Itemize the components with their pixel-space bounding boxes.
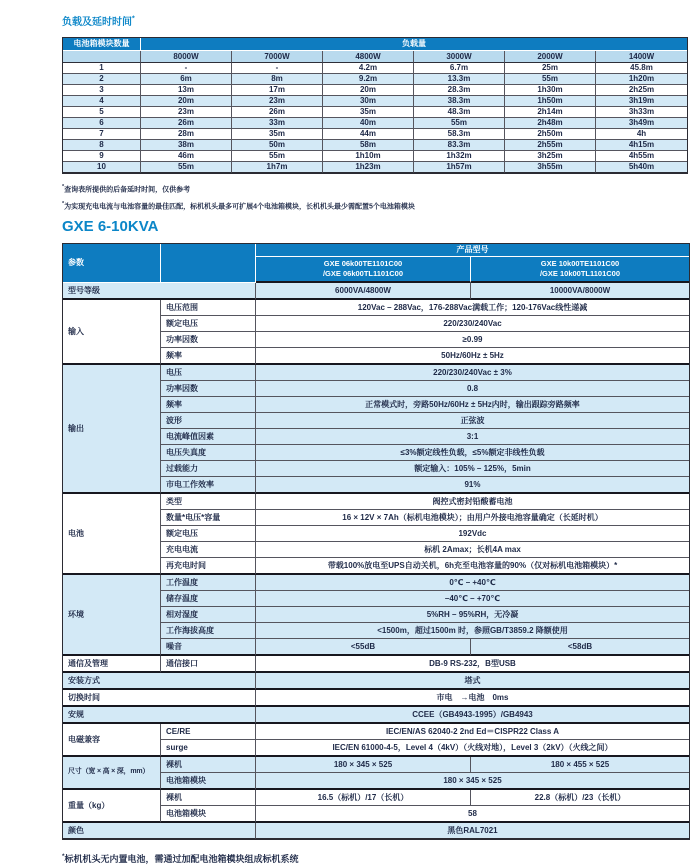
- row-label: CE/RE: [161, 724, 256, 740]
- cell: 2h48m: [505, 118, 596, 129]
- row-label: 工作温度: [161, 575, 256, 591]
- cell: 正弦波: [256, 413, 689, 429]
- row-label: 型号等级: [63, 283, 256, 300]
- table-row: [63, 151, 687, 162]
- row-label: 功率因数: [161, 381, 256, 397]
- table-row: [63, 129, 687, 140]
- group-label-input: 输入: [63, 300, 161, 365]
- row-label: 工作海拔高度: [161, 623, 256, 639]
- row-label: 电压失真度: [161, 445, 256, 461]
- column-header-empty: [63, 51, 141, 63]
- cell: 38m: [141, 140, 232, 151]
- row-label: 安装方式: [63, 673, 256, 690]
- cell: 8: [63, 140, 141, 151]
- column-header: 3000W: [414, 51, 505, 63]
- cell: 2h55m: [505, 140, 596, 151]
- cell: 13.3m: [414, 74, 505, 85]
- product-model-header: 产品型号: [256, 244, 689, 257]
- table-row: [63, 63, 687, 74]
- param-header: 参数: [63, 244, 161, 283]
- table-row: [63, 107, 687, 118]
- cell: <1500m，超过1500m 时，参照GB/T3859.2 降额使用: [256, 623, 689, 639]
- cell: 1h50m: [505, 96, 596, 107]
- cell: 38.3m: [414, 96, 505, 107]
- column-header: 4800W: [323, 51, 414, 63]
- row-label: 通信接口: [161, 656, 256, 673]
- column-header-load: 负载量: [141, 38, 687, 51]
- cell: 180 × 455 × 525: [471, 757, 689, 773]
- cell: 10: [63, 162, 141, 173]
- cell: IEC/EN/AS 62040-2 2nd Ed＝CISPR22 Class A: [256, 724, 689, 740]
- cell: 1h30m: [505, 85, 596, 96]
- group-label-dimensions: 尺寸（宽 × 高 × 深，mm）: [63, 757, 161, 790]
- cell: -: [141, 63, 232, 74]
- cell: 20m: [323, 85, 414, 96]
- row-label: 噪音: [161, 639, 256, 656]
- cell: 2: [63, 74, 141, 85]
- row-label: 充电电流: [161, 542, 256, 558]
- row-label: 电压范围: [161, 300, 256, 316]
- cell: 1h32m: [414, 151, 505, 162]
- cell: 1h23m: [323, 162, 414, 173]
- table-row: [63, 300, 689, 316]
- table-row: [63, 365, 689, 381]
- cell: 220/230/240Vac: [256, 316, 689, 332]
- cell: 26m: [232, 107, 323, 118]
- table-row: [63, 96, 687, 107]
- cell: 48.3m: [414, 107, 505, 118]
- cell: 6m: [141, 74, 232, 85]
- cell: 30m: [323, 96, 414, 107]
- cell: 3h33m: [596, 107, 687, 118]
- cell: 4h15m: [596, 140, 687, 151]
- cell: 3h25m: [505, 151, 596, 162]
- cell: –40℃ – +70℃: [256, 591, 689, 607]
- cell: 塔式: [256, 673, 689, 690]
- cell: 50m: [232, 140, 323, 151]
- cell: 20m: [141, 96, 232, 107]
- cell: 46m: [141, 151, 232, 162]
- cell: 16 × 12V × 7Ah（标机电池模块）；由用户外接电池容量确定（长延时机）: [256, 510, 689, 526]
- table-row: [63, 757, 689, 773]
- cell: 4.2m: [323, 63, 414, 74]
- cell: 1h7m: [232, 162, 323, 173]
- cell: 9.2m: [323, 74, 414, 85]
- row-label: 相对湿度: [161, 607, 256, 623]
- cell: 3h19m: [596, 96, 687, 107]
- cell: 192Vdc: [256, 526, 689, 542]
- cell: 黑色RAL7021: [256, 823, 689, 839]
- row-label: 再充电时间: [161, 558, 256, 575]
- cell: 58: [256, 806, 689, 823]
- row-label: surge: [161, 740, 256, 757]
- cell: 10000VA/8000W: [471, 283, 689, 300]
- cell: 83.3m: [414, 140, 505, 151]
- table-row: [63, 690, 689, 707]
- footnote-marker: *: [132, 15, 135, 23]
- row-label: 电池箱模块: [161, 806, 256, 823]
- row-label: 电流峰值因素: [161, 429, 256, 445]
- cell: 4h: [596, 129, 687, 140]
- row-label: 裸机: [161, 790, 256, 806]
- group-label-emc: 电磁兼容: [63, 724, 161, 757]
- table-row: [63, 162, 687, 173]
- cell: 7: [63, 129, 141, 140]
- cell: 180 × 345 × 525: [256, 757, 471, 773]
- cell: 6.7m: [414, 63, 505, 74]
- cell: 91%: [256, 477, 689, 494]
- cell: 16.5（标机）/17（长机）: [256, 790, 471, 806]
- row-label: 安规: [63, 707, 256, 724]
- cell: CCEE（GB4943-1995）/GB4943: [256, 707, 689, 724]
- cell: 2h14m: [505, 107, 596, 118]
- cell: 3: [63, 85, 141, 96]
- row-label: 功率因数: [161, 332, 256, 348]
- row-label: 电池箱模块: [161, 773, 256, 790]
- cell: 1h20m: [596, 74, 687, 85]
- model-name: GXE 10k00TE1101C00 /GXE 10k00TL1101C00: [471, 257, 689, 283]
- cell: DB-9 RS-232，B型USB: [256, 656, 689, 673]
- cell: 额定输入：105% – 125%，5min: [256, 461, 689, 477]
- row-label: 电压: [161, 365, 256, 381]
- cell: 26m: [141, 118, 232, 129]
- cell: 55m: [232, 151, 323, 162]
- cell: 6: [63, 118, 141, 129]
- cell: 28m: [141, 129, 232, 140]
- table-row: [63, 85, 687, 96]
- cell: 2h50m: [505, 129, 596, 140]
- table-row: [63, 724, 689, 740]
- cell: 55m: [414, 118, 505, 129]
- cell: 5h40m: [596, 162, 687, 173]
- cell: 220/230/240Vac ± 3%: [256, 365, 689, 381]
- group-label-battery: 电池: [63, 494, 161, 575]
- cell: 44m: [323, 129, 414, 140]
- spec-section-title: GXE 6-10KVA: [62, 217, 159, 235]
- cell: 180 × 345 × 525: [256, 773, 689, 790]
- load-table-header-row: [63, 38, 687, 51]
- group-label-environment: 环境: [63, 575, 161, 656]
- row-label: 频率: [161, 348, 256, 365]
- table-row: [63, 74, 687, 85]
- cell: 45.8m: [596, 63, 687, 74]
- cell: 0.8: [256, 381, 689, 397]
- cell: 4: [63, 96, 141, 107]
- cell: 正常模式时，旁路50Hz/60Hz ± 5Hz内时，输出跟踪旁路频率: [256, 397, 689, 413]
- row-label: 频率: [161, 397, 256, 413]
- cell: 5%RH – 95%RH，无冷凝: [256, 607, 689, 623]
- cell: 8m: [232, 74, 323, 85]
- cell: 9: [63, 151, 141, 162]
- cell: 23m: [141, 107, 232, 118]
- cell: <55dB: [256, 639, 471, 656]
- cell: 58m: [323, 140, 414, 151]
- cell: 3:1: [256, 429, 689, 445]
- cell: 3h55m: [505, 162, 596, 173]
- cell: -: [232, 63, 323, 74]
- table-row: [63, 707, 689, 724]
- cell: 22.8（标机）/23（长机）: [471, 790, 689, 806]
- cell: 23m: [232, 96, 323, 107]
- cell: 1h10m: [323, 151, 414, 162]
- cell: 40m: [323, 118, 414, 129]
- row-label: 额定电压: [161, 526, 256, 542]
- row-label: 过载能力: [161, 461, 256, 477]
- footnote: *查询表所提供的后备延时时间，仅供参考: [62, 184, 191, 194]
- cell: 标机 2Amax；长机4A max: [256, 542, 689, 558]
- row-label: 类型: [161, 494, 256, 510]
- row-label: 额定电压: [161, 316, 256, 332]
- cell: 35m: [232, 129, 323, 140]
- cell: 1h57m: [414, 162, 505, 173]
- column-header: 2000W: [505, 51, 596, 63]
- cell: 3h49m: [596, 118, 687, 129]
- table-row: [63, 118, 687, 129]
- cell: 阀控式密封铅酸蓄电池: [256, 494, 689, 510]
- cell: 58.3m: [414, 129, 505, 140]
- group-label-weight: 重量（kg）: [63, 790, 161, 823]
- cell: 带载100%放电至UPS自动关机，6h充至电池容量的90%（仅对标机电池箱模块）*: [256, 558, 689, 575]
- row-label: 数量*电压*容量: [161, 510, 256, 526]
- row-label: 波形: [161, 413, 256, 429]
- cell: 6000VA/4800W: [256, 283, 471, 300]
- table-row: [63, 494, 689, 510]
- cell: ≥0.99: [256, 332, 689, 348]
- bottom-footnote: *标机机头无内置电池，需通过加配电池箱模块组成标机系统: [62, 852, 299, 864]
- table-row: [63, 790, 689, 806]
- cell: 55m: [505, 74, 596, 85]
- cell: 市电 →电池 0ms: [256, 690, 689, 707]
- table-row: [63, 283, 689, 300]
- row-label: 储存温度: [161, 591, 256, 607]
- table-row: [63, 140, 687, 151]
- table-row: [63, 673, 689, 690]
- cell: 120Vac – 288Vac，176-288Vac满载工作；120-176Vac线性递减: [256, 300, 689, 316]
- column-header: 1400W: [596, 51, 687, 63]
- cell: 0℃ – +40℃: [256, 575, 689, 591]
- row-label: 裸机: [161, 757, 256, 773]
- table-row: [63, 823, 689, 839]
- spec-header-row: [63, 244, 689, 257]
- footnote: *为实现充电电流与电池容量的最佳匹配，标机机头最多可扩展4个电池箱模块，长机机头最少需配置5个电池箱模块: [62, 201, 415, 211]
- cell: <58dB: [471, 639, 689, 656]
- cell: 17m: [232, 85, 323, 96]
- row-label: 切换时间: [63, 690, 256, 707]
- cell: 50Hz/60Hz ± 5Hz: [256, 348, 689, 365]
- load-table-footnotes: [62, 180, 688, 215]
- group-label-communication: 通信及管理: [63, 656, 161, 673]
- load-table: [62, 37, 688, 174]
- column-header-modules: 电池箱模块数量: [63, 38, 141, 51]
- cell: 25m: [505, 63, 596, 74]
- cell: 5: [63, 107, 141, 118]
- cell: 35m: [323, 107, 414, 118]
- cell: 1: [63, 63, 141, 74]
- load-section-title: 负载及延时时间*: [62, 15, 135, 28]
- cell: IEC/EN 61000-4-5，Level 4（4kV）（火线对地），Level 3（2kV）（火线之间）: [256, 740, 689, 757]
- table-row: [63, 656, 689, 673]
- spec-table: [62, 243, 690, 840]
- row-label: 颜色: [63, 823, 256, 839]
- cell: 2h25m: [596, 85, 687, 96]
- param-header-spacer: [161, 244, 256, 283]
- cell: 28.3m: [414, 85, 505, 96]
- cell: 13m: [141, 85, 232, 96]
- column-header: 7000W: [232, 51, 323, 63]
- cell: 55m: [141, 162, 232, 173]
- cell: ≤3%额定线性负载，≤5%额定非线性负载: [256, 445, 689, 461]
- group-label-output: 输出: [63, 365, 161, 494]
- model-name: GXE 06k00TE1101C00 /GXE 06k00TL1101C00: [256, 257, 471, 283]
- cell: 4h55m: [596, 151, 687, 162]
- column-header: 8000W: [141, 51, 232, 63]
- cell: 33m: [232, 118, 323, 129]
- table-row: [63, 575, 689, 591]
- row-label: 市电工作效率: [161, 477, 256, 494]
- load-table-subheader-row: [63, 51, 687, 63]
